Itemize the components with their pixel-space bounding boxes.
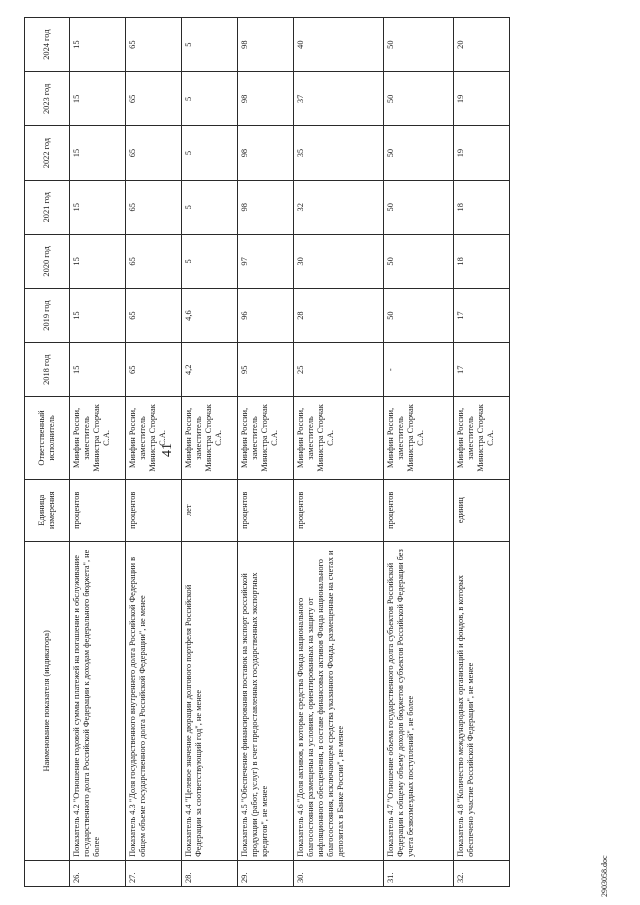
value-2018: 65 bbox=[126, 343, 182, 397]
value-2022: 5 bbox=[182, 126, 238, 180]
unit-cell: лет bbox=[182, 479, 238, 541]
value-2024: 5 bbox=[182, 18, 238, 72]
header-year-2020: 2020 год bbox=[25, 234, 70, 288]
header-responsible: Ответственный исполнитель bbox=[25, 397, 70, 479]
indicators-table bbox=[24, 17, 510, 887]
value-2019: 65 bbox=[126, 289, 182, 343]
table-row bbox=[182, 18, 238, 887]
value-2018: 25 bbox=[294, 343, 384, 397]
row-number: 30. bbox=[294, 860, 384, 886]
responsible-cell: Минфин России, заместитель Министра Сторчак С.А. bbox=[294, 397, 384, 479]
value-2019: 17 bbox=[454, 289, 510, 343]
table-row bbox=[294, 18, 384, 887]
indicator-name: Показатель 4.6 "Доля активов, в которые средства Фонда национального благосостояния размещены на условиях, ориентированных на защиту от инфляционного обесценения, в составе финансовых активов Фонда национального благосостояния, исключающем средства указанного Фонда, размещенные на счетах и депозитах в Банке России", не менее bbox=[294, 541, 384, 860]
header-year-2021: 2021 год bbox=[25, 180, 70, 234]
unit-cell: процентов bbox=[126, 479, 182, 541]
unit-cell: процентов bbox=[384, 479, 454, 541]
value-2022: 19 bbox=[454, 126, 510, 180]
responsible-cell: Минфин России, заместитель Министра Сторчак С.А. bbox=[238, 397, 294, 479]
value-2018: 15 bbox=[70, 343, 126, 397]
value-2022: 50 bbox=[384, 126, 454, 180]
row-number: 26. bbox=[70, 860, 126, 886]
value-2018: - bbox=[384, 343, 454, 397]
value-2023: 65 bbox=[126, 72, 182, 126]
value-2018: 17 bbox=[454, 343, 510, 397]
value-2022: 98 bbox=[238, 126, 294, 180]
responsible-cell: Минфин России, заместитель Министра Сторчак С.А. bbox=[454, 397, 510, 479]
value-2024: 50 bbox=[384, 18, 454, 72]
page-number: 41 bbox=[160, 443, 175, 457]
value-2020: 15 bbox=[70, 234, 126, 288]
value-2022: 15 bbox=[70, 126, 126, 180]
header-year-2023: 2023 год bbox=[25, 72, 70, 126]
file-label: 2903058.doc bbox=[600, 855, 609, 897]
header-year-2019: 2019 год bbox=[25, 289, 70, 343]
value-2020: 18 bbox=[454, 234, 510, 288]
value-2024: 65 bbox=[126, 18, 182, 72]
responsible-cell: Минфин России, заместитель Министра Сторчак С.А. bbox=[384, 397, 454, 479]
value-2023: 15 bbox=[70, 72, 126, 126]
value-2020: 97 bbox=[238, 234, 294, 288]
table-row bbox=[126, 18, 182, 887]
header-indicator: Наименование показателя (индикатора) bbox=[25, 541, 70, 860]
value-2021: 5 bbox=[182, 180, 238, 234]
value-2023: 19 bbox=[454, 72, 510, 126]
header-num bbox=[25, 860, 70, 886]
indicator-name: Показатель 4.5 "Обеспечение финансирования поставок на экспорт российской продукции (работ, услуг) в счет предоставленных государственных экспортных кредитов", не менее bbox=[238, 541, 294, 860]
value-2020: 50 bbox=[384, 234, 454, 288]
value-2023: 50 bbox=[384, 72, 454, 126]
value-2023: 37 bbox=[294, 72, 384, 126]
value-2023: 5 bbox=[182, 72, 238, 126]
value-2024: 20 bbox=[454, 18, 510, 72]
value-2018: 95 bbox=[238, 343, 294, 397]
value-2021: 50 bbox=[384, 180, 454, 234]
responsible-cell: Минфин России, заместитель Министра Сторчак С.А. bbox=[182, 397, 238, 479]
value-2019: 96 bbox=[238, 289, 294, 343]
unit-cell: процентов bbox=[294, 479, 384, 541]
value-2021: 15 bbox=[70, 180, 126, 234]
header-unit: Единица измерения bbox=[25, 479, 70, 541]
row-number: 27. bbox=[126, 860, 182, 886]
value-2020: 5 bbox=[182, 234, 238, 288]
value-2022: 35 bbox=[294, 126, 384, 180]
value-2019: 50 bbox=[384, 289, 454, 343]
responsible-cell: Минфин России, заместитель Министра Сторчак С.А. bbox=[126, 397, 182, 479]
value-2021: 18 bbox=[454, 180, 510, 234]
table-row bbox=[384, 18, 454, 887]
table-row bbox=[70, 18, 126, 887]
value-2022: 65 bbox=[126, 126, 182, 180]
value-2019: 15 bbox=[70, 289, 126, 343]
row-number: 29. bbox=[238, 860, 294, 886]
row-number: 28. bbox=[182, 860, 238, 886]
value-2021: 98 bbox=[238, 180, 294, 234]
header-year-2018: 2018 год bbox=[25, 343, 70, 397]
unit-cell: единиц bbox=[454, 479, 510, 541]
table-header-row bbox=[25, 18, 70, 887]
table-row bbox=[454, 18, 510, 887]
unit-cell: процентов bbox=[70, 479, 126, 541]
row-number: 31. bbox=[384, 860, 454, 886]
indicator-name: Показатель 4.7 "Отношение объема государственного долга субъектов Российской Федерации к общему объему доходов бюджетов субъектов Российской Федерации без учета безвозмездных поступлений", не более bbox=[384, 541, 454, 860]
value-2024: 98 bbox=[238, 18, 294, 72]
value-2018: 4,2 bbox=[182, 343, 238, 397]
responsible-cell: Минфин России, заместитель Министра Сторчак С.А. bbox=[70, 397, 126, 479]
indicator-name: Показатель 4.8 "Количество международных организаций и фондов, в которых обеспечено участие Российской Федерации", не менее bbox=[454, 541, 510, 860]
value-2021: 65 bbox=[126, 180, 182, 234]
header-year-2022: 2022 год bbox=[25, 126, 70, 180]
indicator-name: Показатель 4.2 "Отношение годовой суммы платежей на погашение и обслуживание государственного долга Российской Федерации к доходам федерального бюджета", не более bbox=[70, 541, 126, 860]
indicator-name: Показатель 4.3 "Доля государственного внутреннего долга Российской Федерации в общем объеме государственного долга Российской Федерации", не менее bbox=[126, 541, 182, 860]
value-2024: 40 bbox=[294, 18, 384, 72]
unit-cell: процентов bbox=[238, 479, 294, 541]
header-year-2024: 2024 год bbox=[25, 18, 70, 72]
value-2021: 32 bbox=[294, 180, 384, 234]
value-2019: 4,6 bbox=[182, 289, 238, 343]
value-2024: 15 bbox=[70, 18, 126, 72]
value-2019: 28 bbox=[294, 289, 384, 343]
table-row bbox=[238, 18, 294, 887]
value-2023: 98 bbox=[238, 72, 294, 126]
value-2020: 65 bbox=[126, 234, 182, 288]
value-2020: 30 bbox=[294, 234, 384, 288]
row-number: 32. bbox=[454, 860, 510, 886]
indicator-name: Показатель 4.4 "Целевое значение дюрации долгового портфеля Российской Федерации за соответствующий год", не менее bbox=[182, 541, 238, 860]
